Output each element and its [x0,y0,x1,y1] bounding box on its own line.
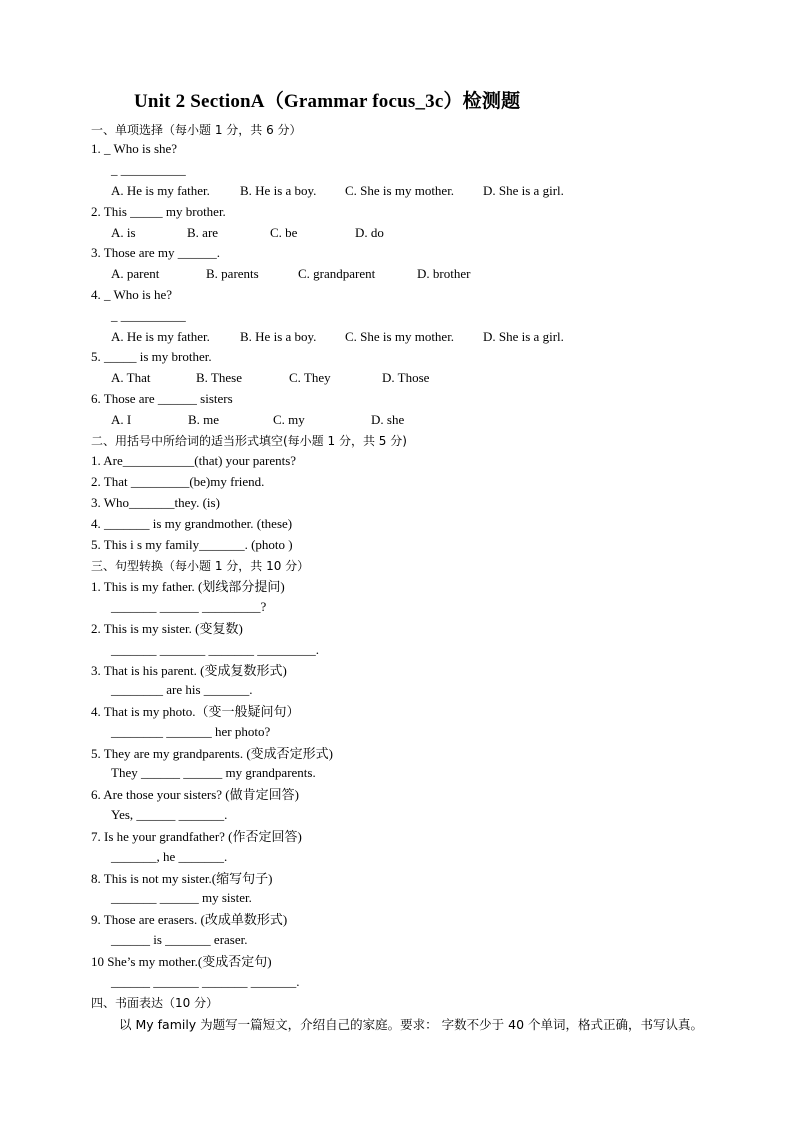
transform-answer-8: _______ ______ my sister. [111,890,252,905]
section-heading-fill: 二、用括号中所给词的适当形式填空(每小题 1 分，共 5 分) [91,434,407,448]
mcq-option: B. are [187,225,219,240]
transform-question-3: 3. That is his parent. (变成复数形式) [91,663,287,678]
mcq-option: C. my [273,412,305,427]
mcq-option: A. That [111,370,151,385]
mcq-option: A. parent [111,266,160,281]
mcq-option: C. grandparent [298,266,376,281]
fill-item-4: 4. _______ is my grandmother. (these) [91,516,293,531]
transform-answer-1: _______ ______ _________? [111,599,267,614]
mcq-answer-blank-4: _ __________ [111,308,186,323]
transform-question-7: 7. Is he your grandfather? (作否定回答) [91,829,302,844]
mcq-question-1: 1. _ Who is she? [91,141,178,156]
mcq-option: D. She is a girl. [483,329,564,344]
mcq-option: A. He is my father. [111,183,210,198]
mcq-option: D. She is a girl. [483,183,564,198]
transform-question-2: 2. This is my sister. (变复数) [91,621,243,636]
mcq-option: D. brother [417,266,471,281]
fill-item-3: 3. Who_______they. (is) [91,495,220,510]
mcq-option: B. These [196,370,242,385]
section-heading-writing: 四、书面表达（10 分） [91,996,219,1010]
mcq-option: A. I [111,412,132,427]
transform-answer-3: ________ are his _______. [111,682,253,697]
section-heading-transform: 三、句型转换（每小题 1 分，共 10 分） [91,559,310,573]
transform-question-9: 9. Those are erasers. (改成单数形式) [91,912,288,927]
mcq-option: C. be [270,225,298,240]
mcq-option: B. parents [206,266,259,281]
page-title: Unit 2 SectionA（Grammar focus_3c）检测题 [134,91,521,112]
mcq-option: C. She is my mother. [345,183,455,198]
mcq-answer-blank-1: _ __________ [111,162,186,177]
mcq-question-3: 3. Those are my ______. [91,245,221,260]
transform-answer-9: ______ is _______ eraser. [111,932,248,947]
transform-question-1: 1. This is my father. (划线部分提问) [91,579,285,594]
transform-question-10: 10 She’s my mother.(变成否定句) [91,954,272,969]
transform-answer-10: ______ _______ _______ _______. [111,974,300,989]
mcq-option: D. do [355,225,384,240]
mcq-question-4: 4. _ Who is he? [91,287,172,302]
mcq-option: B. He is a boy. [240,183,317,198]
transform-question-6: 6. Are those your sisters? (做肯定回答) [91,787,299,802]
section-heading-mcq: 一、单项选择（每小题 1 分，共 6 分） [91,123,302,137]
transform-answer-4: ________ _______ her photo? [111,724,271,739]
mcq-option: A. He is my father. [111,329,210,344]
fill-item-5: 5. This i s my family_______. (photo ) [91,537,293,552]
mcq-option: B. He is a boy. [240,329,317,344]
fill-item-1: 1. Are___________(that) your parents? [91,453,297,468]
mcq-option: A. is [111,225,136,240]
fill-item-2: 2. That _________(be)my friend. [91,474,265,489]
mcq-question-2: 2. This _____ my brother. [91,204,226,219]
mcq-option: C. She is my mother. [345,329,455,344]
mcq-question-5: 5. _____ is my brother. [91,349,212,364]
transform-question-8: 8. This is not my sister.(缩写句子) [91,871,273,886]
transform-question-4: 4. That is my photo.（变一般疑问句） [91,704,300,719]
mcq-question-6: 6. Those are ______ sisters [91,391,233,406]
mcq-option: B. me [188,412,220,427]
transform-question-5: 5. They are my grandparents. (变成否定形式) [91,746,334,761]
mcq-option: C. They [289,370,331,385]
writing-prompt: 以 My family 为题写一篇短文，介绍自己的家庭。要求： 字数不少于 40 个单词，格式正确，书写认真。 [119,1017,704,1032]
transform-answer-5: They ______ ______ my grandparents. [111,765,316,780]
transform-answer-7: _______, he _______. [111,849,228,864]
mcq-option: D. she [371,412,405,427]
transform-answer-2: _______ _______ _______ _________. [111,642,319,657]
mcq-option: D. Those [382,370,430,385]
transform-answer-6: Yes, ______ _______. [111,807,228,822]
